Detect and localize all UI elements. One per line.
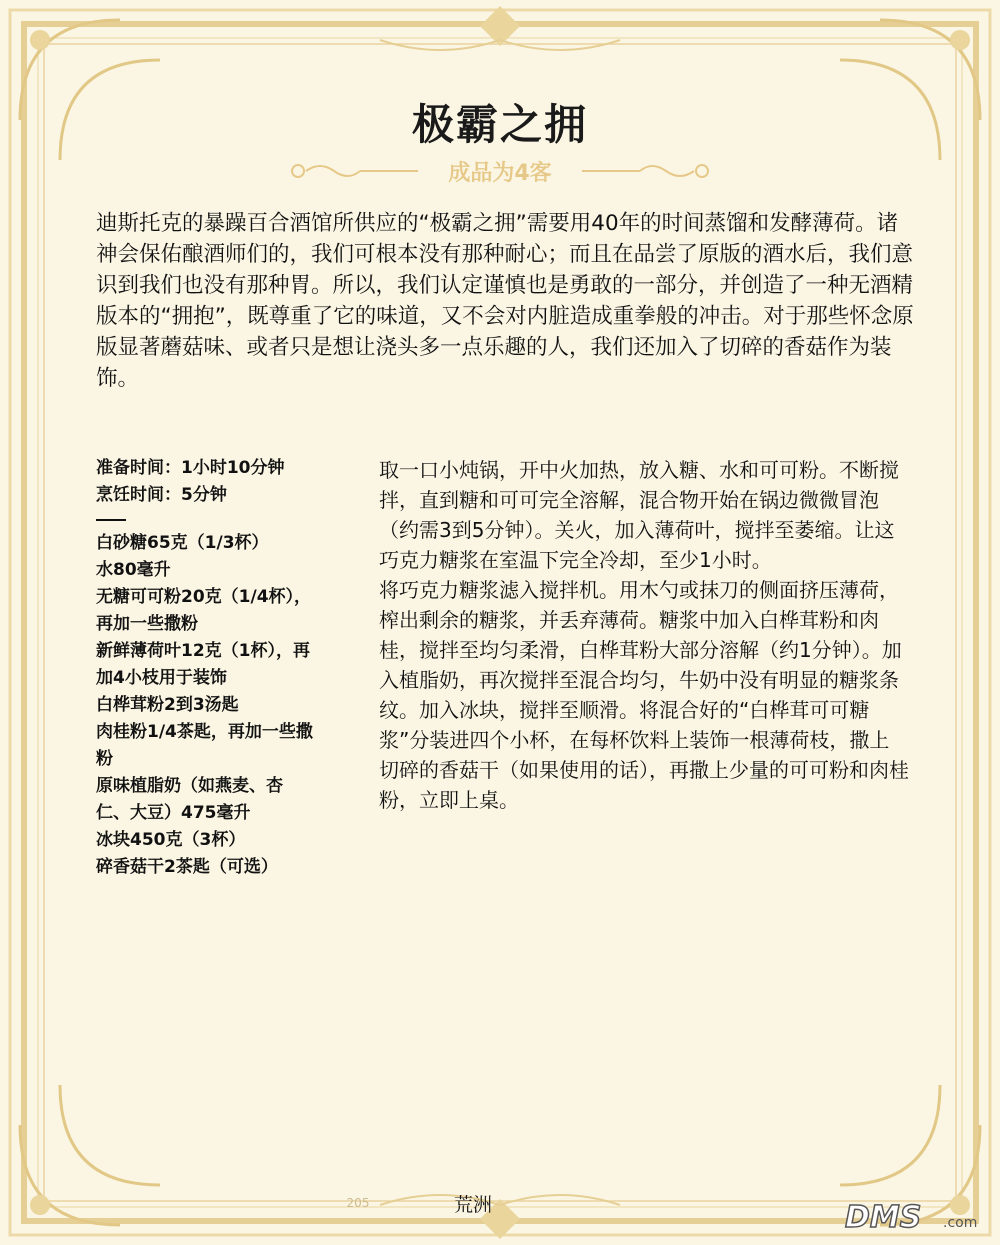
method-column — [379, 455, 909, 815]
ingredient-item: 冰块450克（3杯） — [96, 830, 246, 850]
ingredient-item: 白砂糖65克（1/3杯） — [96, 533, 269, 553]
ingredient-item: 原味植脂奶（如燕麦、杏仁、大豆）475毫升 — [96, 776, 283, 823]
page-number: 205 — [346, 1196, 370, 1210]
ingredient-item: 水80毫升 — [96, 560, 171, 580]
method-step: 取一口小炖锅，开中火加热，放入糖、水和可可粉。不断搅拌，直到糖和可可完全溶解，混合物开始在锅边微微冒泡（约需3到5分钟）。关火，加入薄荷叶，搅拌至萎缩。让这巧克力糖浆在室温下完全冷却，至少1小时。 — [379, 458, 899, 572]
ingredient-item: 新鲜薄荷叶12克（1杯），再加4小枝用于装饰 — [96, 641, 310, 688]
right-flourish-icon — [580, 158, 710, 184]
ingredients-column — [96, 455, 316, 881]
prep-time: 准备时间：1小时10分钟 — [96, 458, 285, 478]
ingredient-item: 碎香菇干2茶匙（可选） — [96, 857, 278, 877]
recipe-yield: 成品为4客 — [448, 161, 552, 186]
footer-region: 荒洲 — [453, 1194, 492, 1216]
recipe-intro: 迪斯托克的暴躁百合酒馆所供应的“极霸之拥”需要用40年的时间蒸馏和发酵薄荷。诸神会保佑酿酒师们的，我们可根本没有那种耐心；而且在品尝了原版的酒水后，我们意识到我们也没有那种胃。所以，我们认定谨慎也是勇敢的一部分，并创造了一种无酒精版本的“拥抱”，既尊重了它的味道，又不会对内脏造成重拳般的冲击。对于那些怀念原版显著蘑菇味、或者只是想让浇头多一点乐趣的人，我们还加入了切碎的香菇作为装饰。 — [96, 211, 914, 391]
dms-watermark-logo — [843, 1197, 993, 1233]
cook-time: 烹饪时间：5分钟 — [96, 485, 227, 505]
recipe-title: 极霸之拥 — [411, 100, 588, 149]
svg-text:.com: .com — [943, 1215, 978, 1231]
ingredient-item: 肉桂粉1/4茶匙，再加一些撒粉 — [96, 722, 313, 769]
ingredients-divider — [96, 519, 126, 521]
ingredient-item: 白桦茸粉2到3汤匙 — [96, 695, 239, 715]
subtitle-divider — [290, 150, 710, 190]
method-step: 将巧克力糖浆滤入搅拌机。用木勺或抹刀的侧面挤压薄荷，榨出剩余的糖浆，并丢弃薄荷。糖浆中加入白桦茸粉和肉桂，搅拌至均匀柔滑，白桦茸粉大部分溶解（约1分钟）。加入植脂奶，再次搅拌至混合均匀，牛奶中没有明显的糖浆条纹。加入冰块，搅拌至顺滑。将混合好的“白桦茸可可糖浆”分装进四个小杯，在每杯饮料上装饰一根薄荷枝，撒上切碎的香菇干（如果使用的话），再撒上少量的可可粉和肉桂粉，立即上桌。 — [379, 578, 909, 812]
ingredient-item: 无糖可可粉20克（1/4杯），再加一些撒粉 — [96, 587, 312, 634]
svg-text:DMS: DMS — [845, 1200, 922, 1233]
